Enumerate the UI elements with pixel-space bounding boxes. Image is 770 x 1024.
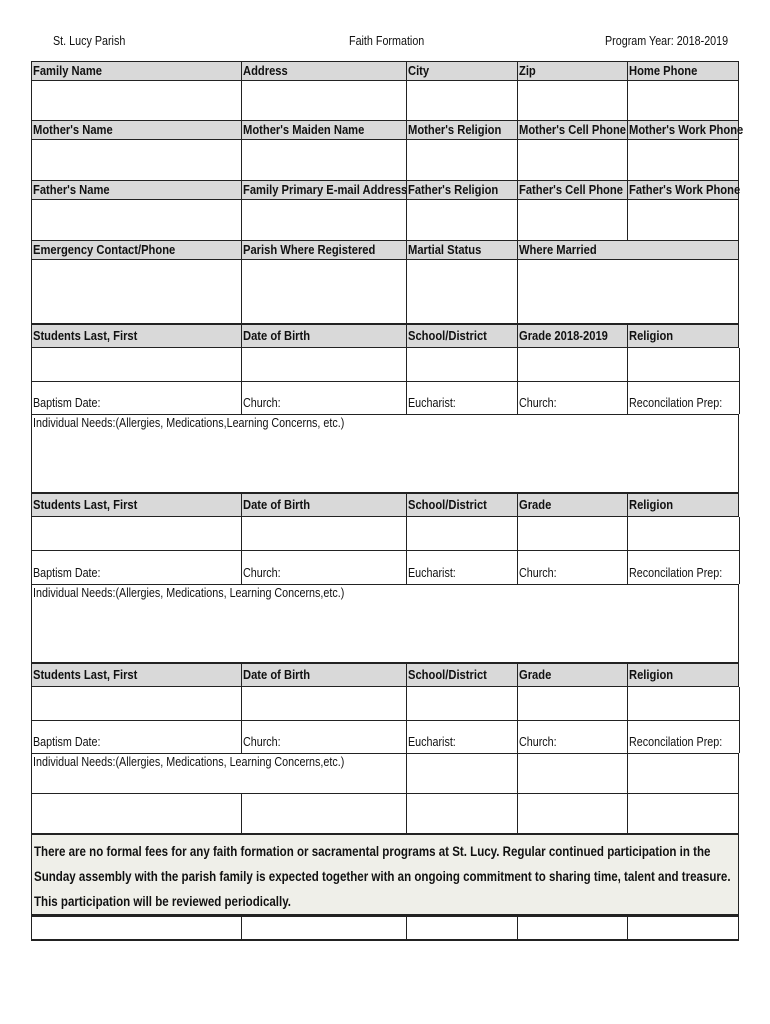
student-2-baptism-date-input[interactable]: [31, 550, 241, 584]
footer-entry-2[interactable]: [241, 915, 406, 941]
student-3-baptism-date-input[interactable]: [31, 720, 241, 753]
student-3-church-input[interactable]: [241, 720, 406, 753]
zip-input[interactable]: [517, 81, 627, 120]
student-3-entry-3[interactable]: [406, 687, 517, 720]
label-family-name: Family Name: [33, 63, 102, 78]
student-3-label-students-last-first: Students Last, First: [33, 667, 138, 682]
cell-divider: [406, 323, 407, 348]
student-2-entry-3[interactable]: [406, 517, 517, 550]
mother-s-cell-phone-input[interactable]: [517, 140, 627, 180]
student-1-eucharist-input[interactable]: [406, 381, 517, 414]
student-1-church-input[interactable]: [517, 381, 627, 414]
student-2-label-grade: Grade: [519, 497, 552, 512]
student-2-reconcilation-prep: Reconcilation Prep:: [629, 566, 723, 580]
student-3-reconcilation-prep-input[interactable]: [627, 720, 739, 753]
label-home-phone: Home Phone: [629, 63, 698, 78]
student-1-entry-4[interactable]: [517, 348, 627, 381]
cell-divider: [406, 662, 407, 687]
cell-divider: [517, 662, 518, 687]
student-2-eucharist: Eucharist:: [408, 566, 456, 580]
student-3-eucharist: Eucharist:: [408, 735, 456, 749]
student-1-baptism-date-input[interactable]: [31, 381, 241, 414]
mother-s-name-input[interactable]: [31, 140, 241, 180]
address-input[interactable]: [241, 81, 406, 120]
extra-entry-3[interactable]: [406, 793, 517, 833]
city-input[interactable]: [406, 81, 517, 120]
home-phone-input[interactable]: [627, 81, 739, 120]
student-1-entry-5[interactable]: [627, 348, 739, 381]
footer-entry-1[interactable]: [31, 915, 241, 941]
extra-entry-1[interactable]: [31, 793, 241, 833]
student-2-church-input[interactable]: [241, 550, 406, 584]
student-3-church: Church:: [243, 735, 281, 749]
extra-entry-4[interactable]: [517, 793, 627, 833]
student-3-entry-2[interactable]: [241, 687, 406, 720]
student-3-entry-4[interactable]: [517, 687, 627, 720]
student-3-church: Church:: [519, 735, 557, 749]
student-3-label-religion: Religion: [629, 667, 674, 682]
label-mother-s-maiden-name: Mother's Maiden Name: [243, 122, 365, 137]
student-2-baptism-date: Baptism Date:: [33, 566, 101, 580]
student-1-entry-1[interactable]: [31, 348, 241, 381]
student-2-label-school-district: School/District: [408, 497, 487, 512]
label-address: Address: [243, 63, 288, 78]
label-zip: Zip: [519, 63, 536, 78]
student-2-entry-1[interactable]: [31, 517, 241, 550]
student-3-church-input[interactable]: [517, 720, 627, 753]
parish-where-registered-input[interactable]: [241, 260, 406, 323]
cell-divider: [627, 662, 628, 687]
father-s-religion-input[interactable]: [406, 200, 517, 240]
footer-entry-4[interactable]: [517, 915, 627, 941]
student-2-entry-5[interactable]: [627, 517, 739, 550]
student-2-entry-2[interactable]: [241, 517, 406, 550]
cell-divider: [739, 517, 740, 584]
student-1-label-religion: Religion: [629, 328, 674, 343]
label-father-s-name: Father's Name: [33, 182, 110, 197]
student-1-eucharist: Eucharist:: [408, 396, 456, 410]
notice-text: There are no formal fees for any faith formation or sacramental programs at St. Lucy. Regular continued participation in the Sunday assembly with the parish family is expected together with an ongoing commitment to sharing time, talent and treasure. This participation will be reviewed periodically.: [34, 844, 731, 909]
family-primary-e-mail-address-input[interactable]: [241, 200, 406, 240]
emergency-contact-phone-input[interactable]: [31, 260, 241, 323]
student-2-entry-4[interactable]: [517, 517, 627, 550]
cell-divider: [406, 753, 407, 793]
participation-notice: [31, 833, 739, 915]
student-2-label-religion: Religion: [629, 497, 674, 512]
label-mother-s-cell-phone: Mother's Cell Phone: [519, 122, 627, 137]
student-3-entry-1[interactable]: [31, 687, 241, 720]
label-emergency-contact-phone: Emergency Contact/Phone: [33, 242, 176, 257]
student-3-label-school-district: School/District: [408, 667, 487, 682]
cell-divider: [627, 492, 628, 517]
label-parish-where-registered: Parish Where Registered: [243, 242, 376, 257]
cell-divider: [517, 753, 518, 793]
label-city: City: [408, 63, 430, 78]
student-1-label-date-of-birth: Date of Birth: [243, 328, 311, 343]
where-married-input[interactable]: [517, 260, 739, 323]
student-3-label-date-of-birth: Date of Birth: [243, 667, 311, 682]
student-1-label-students-last-first: Students Last, First: [33, 328, 138, 343]
student-3-label-grade: Grade: [519, 667, 552, 682]
mother-s-maiden-name-input[interactable]: [241, 140, 406, 180]
student-1-individual-needs: Individual Needs:(Allergies, Medications,Learning Concerns, etc.): [33, 416, 345, 430]
student-3-entry-5[interactable]: [627, 687, 739, 720]
label-where-married: Where Married: [519, 242, 597, 257]
student-2-church: Church:: [243, 566, 281, 580]
cell-divider: [627, 323, 628, 348]
cell-divider: [517, 323, 518, 348]
label-father-s-religion: Father's Religion: [408, 182, 499, 197]
label-mother-s-religion: Mother's Religion: [408, 122, 502, 137]
student-2-label-students-last-first: Students Last, First: [33, 497, 138, 512]
student-1-reconcilation-prep-input[interactable]: [627, 381, 739, 414]
label-mother-s-name: Mother's Name: [33, 122, 113, 137]
program-year: Program Year: 2018-2019: [605, 34, 729, 48]
mother-s-work-phone-input[interactable]: [627, 140, 739, 180]
student-2-label-date-of-birth: Date of Birth: [243, 497, 311, 512]
student-3-eucharist-input[interactable]: [406, 720, 517, 753]
label-mother-s-work-phone: Mother's Work Phone: [629, 122, 744, 137]
student-2-church: Church:: [519, 566, 557, 580]
student-2-eucharist-input[interactable]: [406, 550, 517, 584]
student-3-individual-needs: Individual Needs:(Allergies, Medications, Learning Concerns,etc.): [33, 755, 345, 769]
footer-entry-3[interactable]: [406, 915, 517, 941]
father-s-cell-phone-input[interactable]: [517, 200, 627, 240]
student-1-reconcilation-prep: Reconcilation Prep:: [629, 396, 723, 410]
label-father-s-work-phone: Father's Work Phone: [629, 182, 741, 197]
mother-s-religion-input[interactable]: [406, 140, 517, 180]
father-s-name-input[interactable]: [31, 200, 241, 240]
footer-entry-5[interactable]: [627, 915, 739, 941]
label-father-s-cell-phone: Father's Cell Phone: [519, 182, 623, 197]
student-1-baptism-date: Baptism Date:: [33, 396, 101, 410]
student-1-church: Church:: [519, 396, 557, 410]
student-1-entry-3[interactable]: [406, 348, 517, 381]
student-1-church-input[interactable]: [241, 381, 406, 414]
student-3-baptism-date: Baptism Date:: [33, 735, 101, 749]
label-martial-status: Martial Status: [408, 242, 482, 257]
extra-entry-2[interactable]: [241, 793, 406, 833]
extra-entry-5[interactable]: [627, 793, 739, 833]
cell-divider: [517, 492, 518, 517]
student-2-reconcilation-prep-input[interactable]: [627, 550, 739, 584]
student-1-label-school-district: School/District: [408, 328, 487, 343]
student-1-entry-2[interactable]: [241, 348, 406, 381]
label-family-primary-e-mail-address: Family Primary E-mail Address: [243, 182, 408, 197]
parish-name: St. Lucy Parish: [53, 34, 126, 48]
cell-divider: [627, 753, 628, 793]
student-1-label-grade-2018-2019: Grade 2018-2019: [519, 328, 608, 343]
student-2-individual-needs: Individual Needs:(Allergies, Medications, Learning Concerns,etc.): [33, 586, 345, 600]
father-s-work-phone-input[interactable]: [627, 200, 739, 240]
form-title: Faith Formation: [349, 34, 425, 48]
cell-divider: [739, 687, 740, 753]
cell-divider: [241, 662, 242, 687]
student-1-church: Church:: [243, 396, 281, 410]
martial-status-input[interactable]: [406, 260, 517, 323]
student-2-church-input[interactable]: [517, 550, 627, 584]
cell-divider: [739, 348, 740, 414]
cell-divider: [406, 492, 407, 517]
cell-divider: [241, 492, 242, 517]
cell-divider: [241, 323, 242, 348]
family-name-input[interactable]: [31, 81, 241, 120]
student-3-reconcilation-prep: Reconcilation Prep:: [629, 735, 723, 749]
